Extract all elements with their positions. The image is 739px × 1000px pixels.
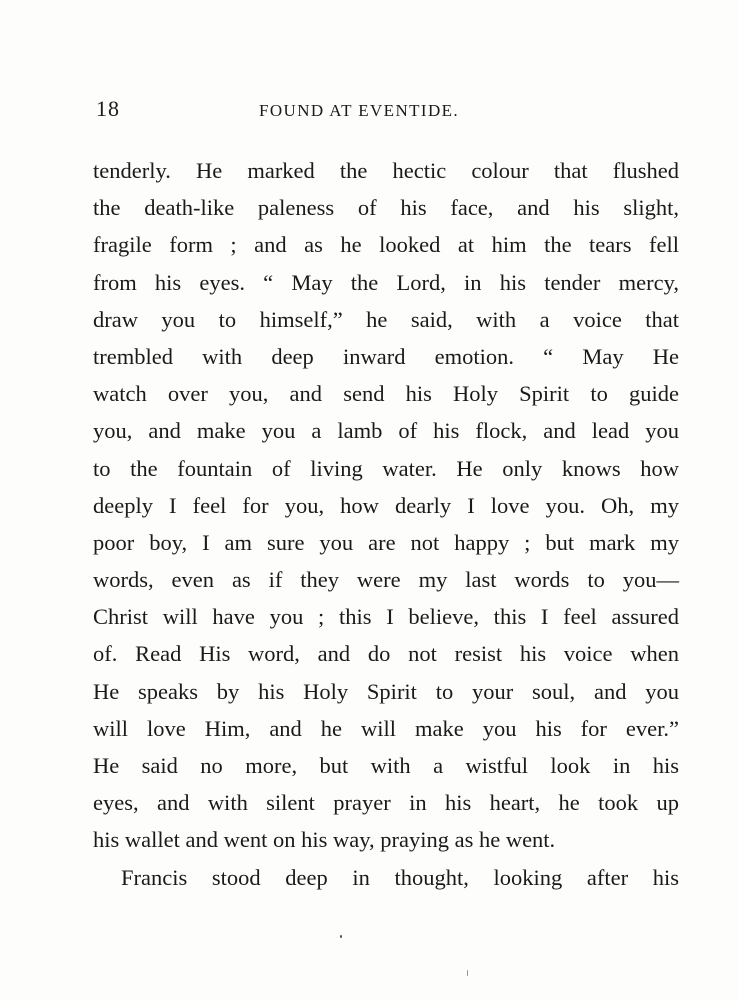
text-line: to the fountain of living water. He only knows how [93, 455, 679, 481]
page-number: 18 [96, 96, 120, 121]
text-line: He speaks by his Holy Spirit to your soul, and you [93, 678, 679, 704]
text-line: the death-like paleness of his face, and his slight, [93, 195, 679, 221]
text-line: eyes, and with silent prayer in his heart, he took up [93, 790, 679, 816]
body-text [93, 152, 679, 896]
text-line: watch over you, and send his Holy Spirit to guide [93, 381, 679, 407]
text-line: fragile form ; and as he looked at him the tears fell [93, 232, 679, 258]
paragraph-start-line: Francis stood deep in thought, looking after his [121, 864, 679, 890]
running-title: FOUND AT EVENTIDE. [259, 101, 460, 120]
ink-speck [340, 935, 342, 938]
text-line: deeply I feel for you, how dearly I love you. Oh, my [93, 492, 679, 518]
text-line: from his eyes. “ May the Lord, in his tender mercy, [93, 269, 679, 295]
text-line: trembled with deep inward emotion. “ May He [93, 343, 679, 369]
paragraph-end-line: his wallet and went on his way, praying as he went. [93, 827, 556, 853]
text-line: poor boy, I am sure you are not happy ; but mark my [93, 529, 679, 555]
text-line: tenderly. He marked the hectic colour that flushed [93, 158, 679, 183]
text-line: draw you to himself,” he said, with a voice that [93, 306, 679, 332]
text-line: Christ will have you ; this I believe, this I feel assured [93, 604, 679, 630]
text-line: words, even as if they were my last words to you— [93, 567, 679, 593]
ink-speck [467, 970, 468, 976]
text-line: you, and make you a lamb of his flock, and lead you [93, 418, 679, 444]
text-line: He said no more, but with a wistful look in his [93, 753, 679, 778]
text-line: of. Read His word, and do not resist his voice when [93, 641, 679, 667]
text-line: will love Him, and he will make you his for ever.” [93, 715, 679, 741]
